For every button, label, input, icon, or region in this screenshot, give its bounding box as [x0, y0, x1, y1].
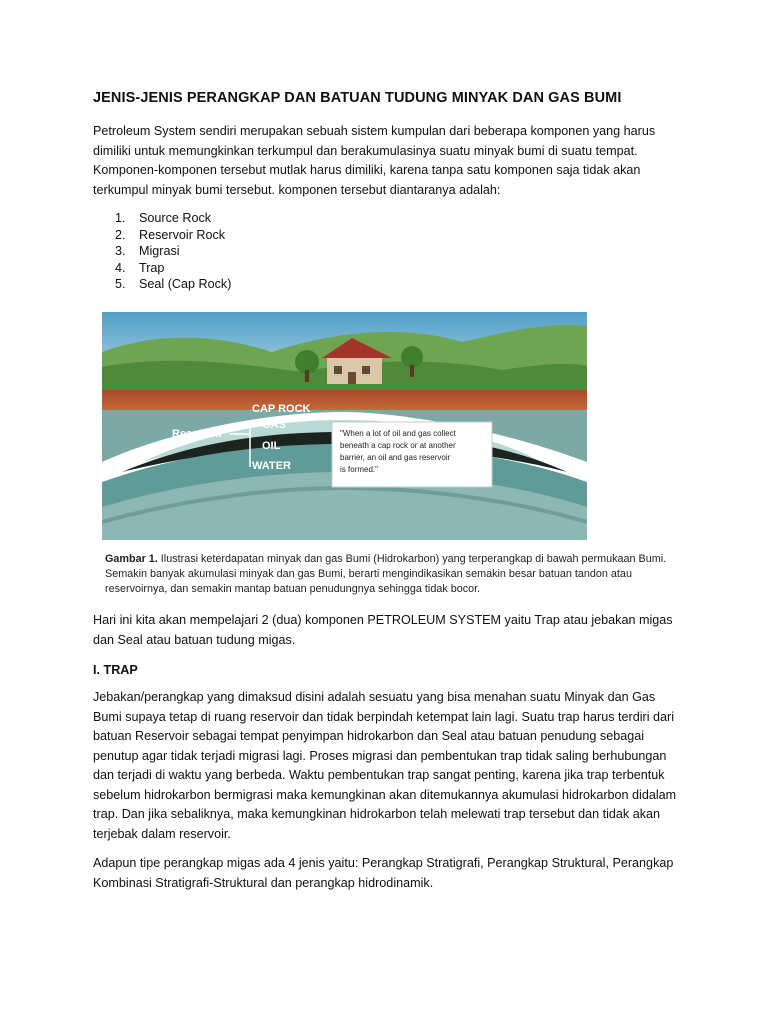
- soil-layer: [102, 390, 587, 410]
- list-number: 4.: [115, 260, 126, 275]
- paragraph-trap-definition: Jebakan/perangkap yang dimaksud disini adalah sesuatu yang bisa menahan suatu Minyak dan Gas Bumi supaya tetap di ruang reservoir dan tidak berpindah ketempat lain lagi. Suatu trap harus terdiri dari batuan Reservoir sebagai tempat penyimpan hidrokarbon dan Seal atau batuan penudung sebagai penutup agar tidak terjadi migrasi lagi. Proses migrasi dan pembentukan trap tidak saling berhubungan dan terjadi di waktu yang berbeda. Waktu pembentukan trap sangat penting, karena jika trap terbentuk sebelum hidrokarbon bermigrasi maka kemungkinan akan ditemukannya akumulasi hidrokarbon didalam trap. Dan jika sebaliknya, maka kemungkinan hidrokarbon telah melewati trap tersebut dan tidak akan terjebak dalam reservoir.: [93, 690, 677, 841]
- label-oil: OIL: [262, 440, 281, 452]
- components-list: [115, 210, 231, 293]
- label-gas: GAS: [262, 419, 286, 431]
- list-item: [115, 210, 231, 227]
- list-label: Reservoir Rock: [139, 227, 226, 242]
- list-label: Trap: [139, 260, 165, 275]
- label-reservoir: Reservoir: [172, 428, 223, 440]
- section-heading-trap: I. TRAP: [93, 663, 138, 677]
- list-label: Migrasi: [139, 244, 180, 258]
- tree-trunk: [305, 370, 309, 382]
- list-number: 2.: [115, 227, 126, 242]
- tree-trunk: [410, 365, 414, 377]
- caption-label: Gambar 1.: [105, 553, 158, 565]
- label-cap-rock: CAP ROCK: [252, 403, 311, 415]
- reservoir-illustration: [102, 312, 587, 540]
- paragraph-trap-types: Adapun tipe perangkap migas ada 4 jenis yaitu: Perangkap Stratigrafi, Perangkap Struktural, Perangkap Kombinasi Stratigrafi-Struktural dan perangkap hidrodinamik.: [93, 856, 674, 890]
- tree: [401, 346, 423, 368]
- list-item: [115, 243, 231, 260]
- intro-paragraph: Petroleum System sendiri merupakan sebuah sistem kumpulan dari beberapa komponen yang harus dimiliki untuk memungkinkan terkumpul dan berakumulasinya suatu minyak bumi di suatu tempat. Komponen-komponen tersebut mutlak harus dimiliki, karena tanpa satu komponen saja tidak akan terkumpul minyak bumi tersebut. komponen tersebut diantaranya adalah:: [93, 124, 656, 197]
- list-item: [115, 276, 231, 293]
- figure-caption: [105, 552, 695, 597]
- list-label: Seal (Cap Rock): [139, 277, 232, 291]
- callout-text: "When a lot of oil and gas collect beneath a cap rock or at another barrier, an oil and gas reservoir is formed.": [340, 429, 456, 474]
- list-item: [115, 260, 231, 277]
- list-item: [115, 227, 231, 244]
- paragraph-petroleum-system: Hari ini kita akan mempelajari 2 (dua) komponen PETROLEUM SYSTEM yaitu Trap atau jebakan migas dan Seal atau batuan tudung migas.: [93, 613, 673, 647]
- list-label: Source Rock: [139, 211, 212, 225]
- document-title: JENIS-JENIS PERANGKAP DAN BATUAN TUDUNG MINYAK DAN GAS BUMI: [93, 90, 622, 106]
- caption-text: Ilustrasi keterdapatan minyak dan gas Bumi (Hidrokarbon) yang terperangkap di bawah permukaan Bumi. Semakin banyak akumulasi minyak dan gas Bumi, berarti mengindikasikan semakin besar batuan tandon atau reservoirnya, dan semakin mantap batuan penudungnya sehingga tidak bocor.: [105, 553, 667, 595]
- list-number: 3.: [115, 244, 126, 258]
- list-number: 1.: [115, 211, 126, 225]
- label-water: WATER: [252, 460, 291, 472]
- list-number: 5.: [115, 277, 126, 291]
